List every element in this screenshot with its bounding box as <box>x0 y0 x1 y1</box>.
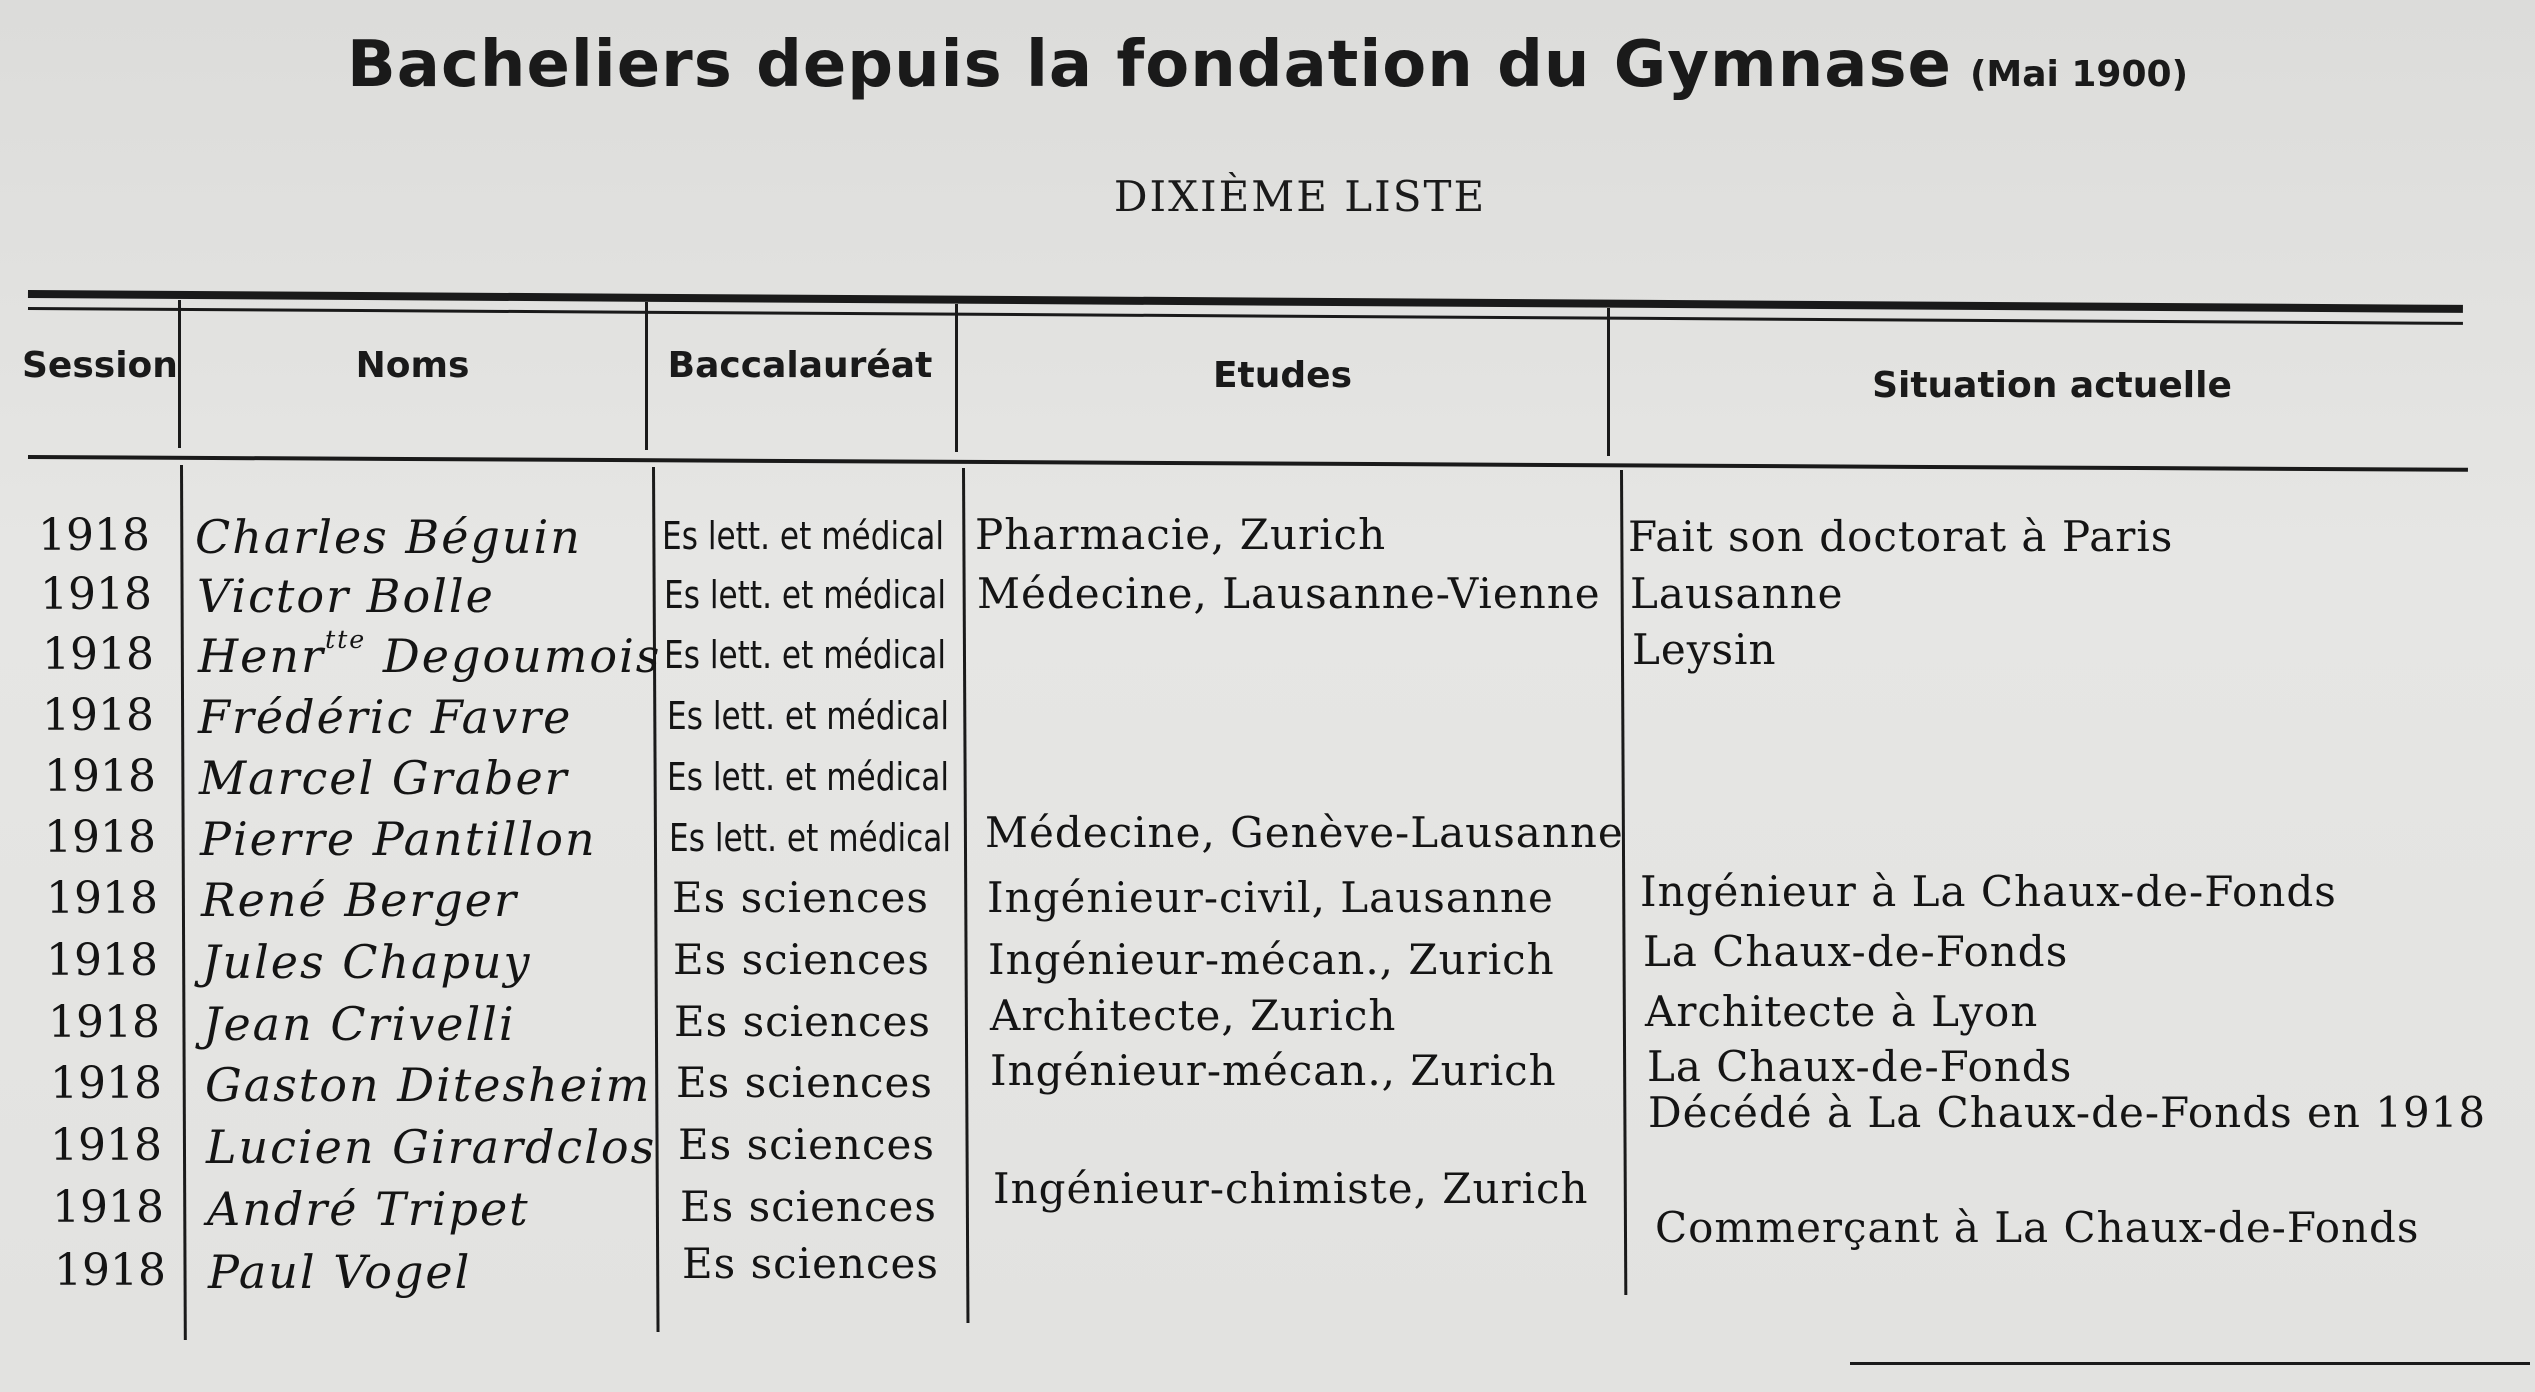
cell-session: 1918 <box>42 690 154 741</box>
header-situation: Situation actuelle <box>1872 365 2232 406</box>
cell-baccalaureat: Es sciences <box>674 997 931 1046</box>
cell-etudes: Architecte, Zurich <box>990 991 1397 1040</box>
page-bottom-rule <box>1850 1362 2530 1365</box>
cell-nom: Pierre Pantillon <box>200 812 597 866</box>
header-divider-4 <box>1607 308 1610 456</box>
header-divider-3 <box>955 304 958 452</box>
cell-etudes: Ingénieur-mécan., Zurich <box>990 1046 1557 1095</box>
cell-baccalaureat: Es lett. et médical <box>664 633 947 677</box>
cell-etudes: Pharmacie, Zurich <box>975 510 1387 559</box>
cell-nom: Victor Bolle <box>197 569 495 623</box>
header-etudes: Etudes <box>1212 355 1353 396</box>
cell-etudes: Médecine, Genève-Lausanne <box>985 808 1624 857</box>
table-row <box>0 569 2535 629</box>
cell-baccalaureat: Es sciences <box>676 1058 933 1107</box>
header-baccalaureat: Baccalauréat <box>667 345 933 386</box>
cell-etudes: Ingénieur-mécan., Zurich <box>988 935 1555 984</box>
cell-nom: Frédéric Favre <box>198 690 573 744</box>
cell-etudes: Ingénieur-chimiste, Zurich <box>993 1164 1589 1213</box>
cell-session: 1918 <box>46 935 158 986</box>
cell-situation: Architecte à Lyon <box>1645 987 2039 1036</box>
cell-nom: Jules Chapuy <box>202 935 532 989</box>
page-title: Bacheliers depuis la fondation du Gymnase <box>346 28 1952 102</box>
cell-session: 1918 <box>50 1120 162 1171</box>
cell-session: 1918 <box>42 629 154 680</box>
list-subtitle: DIXIÈME LISTE <box>1113 172 1487 221</box>
cell-nom: Gaston Ditesheim <box>205 1058 652 1112</box>
cell-baccalaureat: Es lett. et médical <box>667 755 950 799</box>
cell-nom: Jean Crivelli <box>203 997 516 1051</box>
cell-situation: La Chaux-de-Fonds <box>1643 927 2069 976</box>
cell-session: 1918 <box>54 1245 166 1296</box>
nom-part: Henr <box>198 629 325 683</box>
title-date: (Mai 1900) <box>1969 54 2189 95</box>
cell-situation: La Chaux-de-Fonds <box>1647 1042 2073 1091</box>
header-bottom-rule <box>28 455 2468 472</box>
table-row <box>0 625 2535 689</box>
cell-session: 1918 <box>52 1182 164 1233</box>
cell-etudes: Médecine, Lausanne-Vienne <box>977 569 1601 618</box>
cell-baccalaureat: Es lett. et médical <box>662 514 945 558</box>
header-noms: Noms <box>355 345 470 386</box>
cell-situation: Décédé à La Chaux-de-Fonds en 1918 <box>1648 1088 2487 1137</box>
cell-baccalaureat: Es sciences <box>672 873 929 922</box>
header-divider-2 <box>645 302 648 450</box>
table-row <box>0 690 2535 750</box>
cell-situation: Leysin <box>1632 625 1777 674</box>
cell-situation: Commerçant à La Chaux-de-Fonds <box>1655 1203 2420 1252</box>
table-row <box>0 751 2535 811</box>
cell-nom: René Berger <box>201 873 519 927</box>
nom-part: Degoumois <box>366 629 662 683</box>
cell-nom: André Tripet <box>207 1182 530 1236</box>
cell-nom: Charles Béguin <box>195 510 582 564</box>
header-session: Session <box>22 345 178 386</box>
cell-situation: Fait son doctorat à Paris <box>1628 512 2174 561</box>
cell-baccalaureat: Es sciences <box>673 935 930 984</box>
cell-baccalaureat: Es sciences <box>680 1182 937 1231</box>
cell-baccalaureat: Es sciences <box>678 1120 935 1169</box>
nom-superscript: tte <box>324 625 367 654</box>
cell-session: 1918 <box>48 997 160 1048</box>
cell-session: 1918 <box>44 751 156 802</box>
cell-session: 1918 <box>40 569 152 620</box>
table-row <box>0 867 2535 933</box>
header-divider-1 <box>178 300 181 448</box>
cell-baccalaureat: Es sciences <box>682 1239 939 1288</box>
cell-etudes: Ingénieur-civil, Lausanne <box>987 873 1554 922</box>
cell-situation: Ingénieur à La Chaux-de-Fonds <box>1640 867 2337 916</box>
cell-nom <box>198 625 662 683</box>
cell-session: 1918 <box>46 873 158 924</box>
cell-nom: Paul Vogel <box>208 1245 472 1299</box>
cell-nom: Marcel Graber <box>199 751 569 805</box>
table-row <box>0 927 2535 995</box>
cell-session: 1918 <box>38 510 150 561</box>
cell-baccalaureat: Es lett. et médical <box>664 573 947 617</box>
cell-nom: Lucien Girardclos <box>206 1120 657 1174</box>
cell-session: 1918 <box>44 812 156 863</box>
table-row <box>0 808 2535 872</box>
cell-baccalaureat: Es lett. et médical <box>667 694 950 738</box>
table-row <box>0 510 2535 570</box>
cell-situation: Lausanne <box>1630 569 1844 618</box>
title-line <box>0 28 2535 102</box>
cell-baccalaureat: Es lett. et médical <box>669 816 952 860</box>
cell-session: 1918 <box>50 1058 162 1109</box>
